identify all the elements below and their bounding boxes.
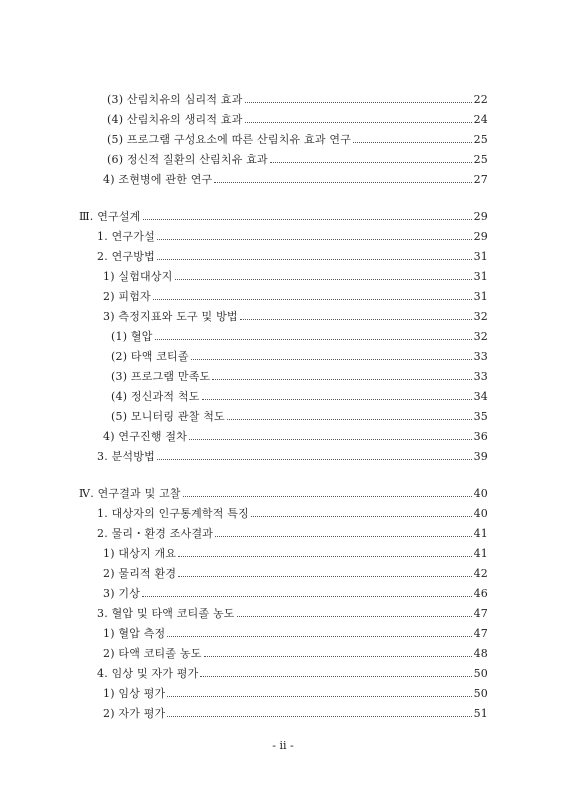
toc-entry-label: (4) 정신과적 척도: [111, 390, 200, 403]
toc-leader-dots: [227, 418, 472, 420]
toc-entry: [103, 583, 488, 603]
toc-entry-label: 4. 임상 및 자가 평가: [97, 667, 199, 680]
toc-chapter: [79, 483, 488, 503]
toc-entry-page: 33: [473, 349, 488, 363]
toc-leader-dots: [189, 438, 472, 440]
toc-entry-label: 4) 연구진행 절차: [103, 430, 188, 443]
toc-entry-page: 46: [473, 586, 488, 600]
toc-entry: [97, 446, 488, 466]
toc-entry-page: 29: [473, 229, 488, 243]
toc-entry: [103, 286, 488, 306]
toc-entry: [111, 386, 488, 406]
toc-entry-label: 2. 연구방법: [97, 250, 155, 263]
toc-leader-dots: [167, 635, 471, 637]
toc-entry-label: 2) 물리적 환경: [103, 567, 177, 580]
toc-entry-page: 22: [473, 92, 488, 106]
toc-leader-dots: [157, 258, 472, 260]
toc-entry-page: 34: [473, 389, 488, 403]
toc-entry: [111, 406, 488, 426]
toc-entry-page: 32: [473, 329, 488, 343]
toc-entry: [97, 523, 488, 543]
toc-entry: [103, 543, 488, 563]
toc-entry-label: (5) 프로그램 구성요소에 따른 산림치유 효과 연구: [107, 133, 352, 146]
toc-entry-page: 24: [473, 112, 488, 126]
toc-entry: [107, 109, 488, 129]
toc-entry: [103, 306, 488, 326]
toc-leader-dots: [153, 298, 472, 300]
toc-leader-dots: [237, 615, 472, 617]
toc-entry-label: 4) 조현병에 관한 연구: [103, 173, 213, 186]
toc-entry-label: 1) 임상 평가: [103, 687, 166, 700]
toc-entry-page: 31: [473, 249, 488, 263]
toc-leader-dots: [353, 141, 472, 143]
toc-entry-label: 1) 실험대상지: [103, 270, 173, 283]
toc-entry: [107, 129, 488, 149]
toc-entry: [97, 603, 488, 623]
toc-leader-dots: [178, 575, 471, 577]
toc-leader-dots: [155, 338, 472, 340]
toc-leader-dots: [157, 238, 472, 240]
toc-entry-page: 36: [473, 429, 488, 443]
toc-entry-label: 1) 혈압 측정: [103, 627, 166, 640]
toc-leader-dots: [167, 715, 471, 717]
toc-entry-page: 50: [473, 686, 488, 700]
toc-entry: [103, 169, 488, 189]
toc-entry-label: 2) 타액 코티졸 농도: [103, 647, 202, 660]
toc-chapter: [79, 206, 488, 226]
toc-leader-dots: [143, 218, 472, 220]
toc-entry-page: 31: [473, 269, 488, 283]
toc-entry-page: 41: [473, 526, 488, 540]
toc-leader-dots: [200, 675, 471, 677]
toc-entry: [97, 246, 488, 266]
toc-entry: [103, 623, 488, 643]
toc-leader-dots: [270, 161, 472, 163]
toc-entry-page: 39: [473, 449, 488, 463]
toc-entry-label: (3) 산림치유의 심리적 효과: [107, 93, 243, 106]
toc-leader-dots: [251, 515, 472, 517]
toc-entry-label: 1. 대상자의 인구통계학적 특징: [97, 507, 249, 520]
toc-entry-page: 32: [473, 309, 488, 323]
toc-leader-dots: [157, 458, 472, 460]
toc-leader-dots: [175, 278, 472, 280]
toc-entry-page: 51: [473, 706, 488, 720]
toc-entry-label: 1) 대상지 개요: [103, 547, 177, 560]
toc-entry: [107, 89, 488, 109]
toc-entry-page: 42: [473, 566, 488, 580]
toc-entry-label: (4) 산림치유의 생리적 효과: [107, 113, 243, 126]
toc-leader-dots: [178, 555, 471, 557]
toc-entry-page: 29: [473, 209, 488, 223]
toc-entry-page: 41: [473, 546, 488, 560]
toc-entry-page: 25: [473, 132, 488, 146]
toc-leader-dots: [215, 535, 471, 537]
page-number: - ii -: [272, 739, 294, 752]
toc-entry-label: 1. 연구가설: [97, 230, 155, 243]
toc-leader-dots: [212, 378, 471, 380]
toc-entry-page: 40: [473, 486, 488, 500]
toc-entry-label: (2) 타액 코티졸: [111, 350, 189, 363]
toc-entry-label: (6) 정신적 질환의 산림치유 효과: [107, 153, 268, 166]
toc-leader-dots: [214, 181, 471, 183]
toc-entry-label: 3) 측정지표와 도구 및 방법: [103, 310, 238, 323]
toc-entry-page: 25: [473, 152, 488, 166]
toc-entry-page: 33: [473, 369, 488, 383]
toc-entry: [97, 226, 488, 246]
toc-entry-label: 2. 물리・환경 조사결과: [97, 527, 214, 540]
toc-entry: [97, 663, 488, 683]
toc-leader-dots: [142, 595, 472, 597]
toc-leader-dots: [191, 358, 472, 360]
toc-entry-page: 31: [473, 289, 488, 303]
toc-leader-dots: [204, 655, 472, 657]
toc-entry: [97, 503, 488, 523]
toc-entry-label: (5) 모니터링 관찰 척도: [111, 410, 225, 423]
toc-entry-label: Ⅳ. 연구결과 및 고찰: [79, 487, 181, 500]
toc-entry-label: 2) 피험자: [103, 290, 151, 303]
toc-leader-dots: [245, 121, 472, 123]
toc-leader-dots: [167, 695, 471, 697]
toc-entry-label: 3. 혈압 및 타액 코티졸 농도: [97, 607, 235, 620]
toc-leader-dots: [202, 398, 472, 400]
toc-entry-label: 3) 기상: [103, 587, 141, 600]
toc-entry-page: 47: [473, 606, 488, 620]
toc-entry: [103, 266, 488, 286]
toc-entry-page: 47: [473, 626, 488, 640]
toc-entry: [103, 703, 488, 723]
toc-entry-label: Ⅲ. 연구설계: [79, 210, 141, 223]
toc-entry-label: (1) 혈압: [111, 330, 153, 343]
toc-entry: [107, 149, 488, 169]
toc-entry-page: 35: [473, 409, 488, 423]
toc-entry-page: 50: [473, 666, 488, 680]
toc-entry-page: 40: [473, 506, 488, 520]
toc-leader-dots: [245, 101, 472, 103]
toc-entry-label: 3. 분석방법: [97, 450, 155, 463]
toc-entry: [103, 426, 488, 446]
toc-entry-label: 2) 자가 평가: [103, 707, 166, 720]
toc-leader-dots: [240, 318, 472, 320]
toc-entry: [103, 563, 488, 583]
toc-entry-page: 27: [473, 172, 488, 186]
toc-entry-label: (3) 프로그램 만족도: [111, 370, 211, 383]
toc-entry: [103, 683, 488, 703]
toc-entry: [111, 366, 488, 386]
toc-leader-dots: [183, 495, 472, 497]
toc-entry: [111, 346, 488, 366]
toc-entry: [111, 326, 488, 346]
toc-entry-page: 48: [473, 646, 488, 660]
toc-entry: [103, 643, 488, 663]
